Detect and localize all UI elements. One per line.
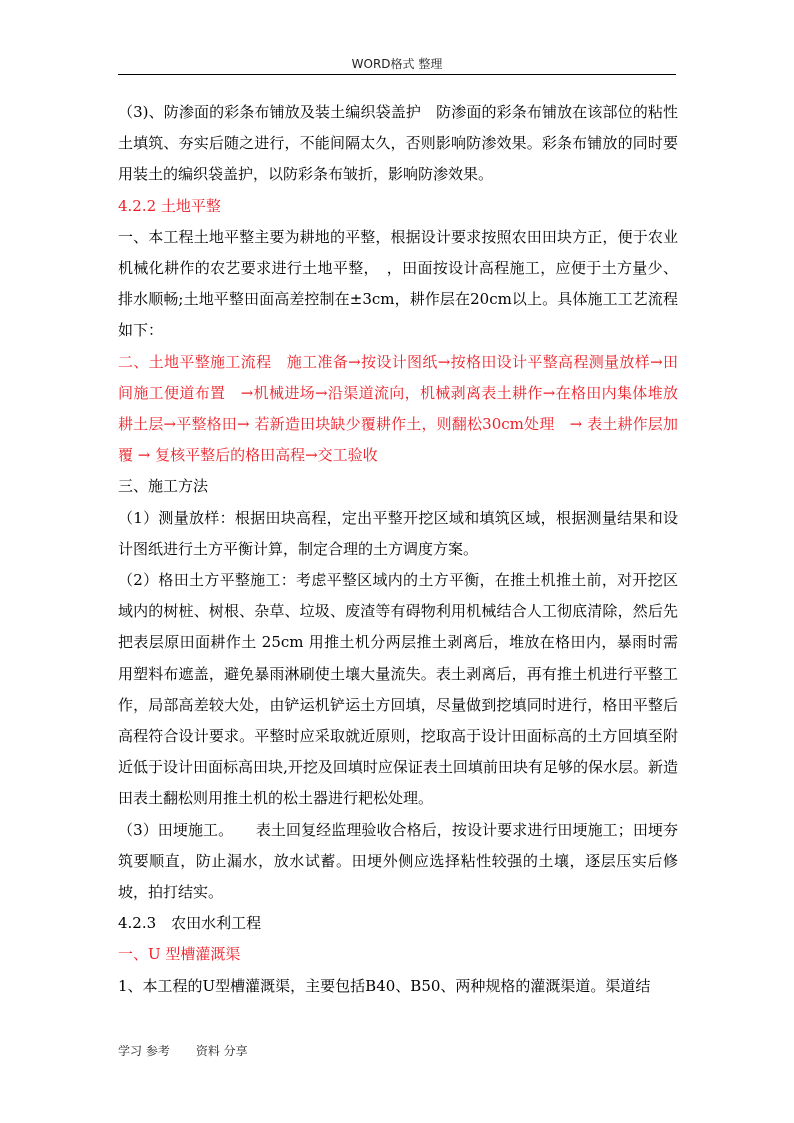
paragraph-ridge-construction: （3）田埂施工。 表土回复经监理验收合格后，按设计要求进行田埂施工；田埂夯筑要顺直，防止漏水，放水试蓄。田埂外侧应选择粘性较强的土壤，逐层压实后修坡，拍打结实。: [118, 820, 678, 902]
section-heading-construction-method: 三、施工方法: [118, 477, 209, 496]
section-heading-4-2-2: 4.2.2 土地平整: [118, 196, 221, 215]
section-heading-4-2-3: 4.2.3 农田水利工程: [118, 914, 262, 933]
paragraph-u-channel-intro: 1、本工程的U型槽灌溉渠，主要包括B40、B50、两种规格的灌溉渠道。渠道结: [118, 976, 651, 995]
paragraph-survey-staking: （1）测量放样：根据田块高程，定出平整开挖区域和填筑区域，根据测量结果和设计图纸进行土方平衡计算，制定合理的土方调度方案。: [118, 508, 678, 558]
document-body: [118, 97, 678, 1002]
paragraph-earthwork-leveling: （2）格田土方平整施工：考虑平整区域内的土方平衡，在推土机推土前，对开挖区域内的树桩、树根、杂草、垃圾、废渣等有碍物利用机械结合人工彻底清除，然后先把表层原田面耕作土 25cm 用推土机分两层推土剥离后，堆放在格田内，暴雨时需用塑料布遮盖，避免暴雨淋刷使土壤大量流失。表土剥离后，再有推土机进行平整工作，局部高差较大处，由铲运机铲运土方回填，尽量做到挖填同时进行，格田平整后高程符合设计要求。平整时应采取就近原则，挖取高于设计田面标高的土方回填至附近低于设计田面标高田块,开挖及回填时应保证表土回填前田块有足够的保水层。新造田表土翻松则用推土机的松土器进行耙松处理。: [118, 571, 678, 808]
paragraph-construction-flow: 二、土地平整施工流程 施工准备→按设计图纸→按格田设计平整高程测量放样→田间施工便道布置 →机械进场→沿渠道流向，机械剥离表土耕作→在格田内集体堆放耕土层→平整格田→ 若新造田块缺少覆耕作土，则翻松30cm处理 → 表土耕作层加覆 → 复核平整后的格田高程→交工验收: [118, 352, 678, 465]
paragraph-land-leveling-intro: 一、本工程土地平整主要为耕地的平整，根据设计要求按照农田田块方正，便于农业机械化耕作的农艺要求进行土地平整， ，田面按设计高程施工，应便于土方量少、排水顺畅;土地平整田面高差控制在±3cm，耕作层在20cm以上。具体施工工艺流程如下：: [118, 227, 678, 340]
header-rule: [118, 74, 676, 75]
page-header: WORD格式 整理: [351, 57, 443, 71]
page-footer: [118, 1043, 248, 1059]
footer-right-text: 资料 分享: [195, 1044, 248, 1058]
paragraph-anti-seepage: （3)、防渗面的彩条布铺放及装土编织袋盖护 防渗面的彩条布铺放在该部位的粘性土填筑、夯实后随之进行，不能间隔太久，否则影响防渗效果。彩条布铺放的同时要用装土的编织袋盖护，以防彩条布皱折，影响防渗效果。: [118, 103, 678, 184]
footer-left-text: 学习 参考: [118, 1044, 170, 1058]
section-heading-u-channel: 一、U 型槽灌溉渠: [118, 945, 241, 964]
